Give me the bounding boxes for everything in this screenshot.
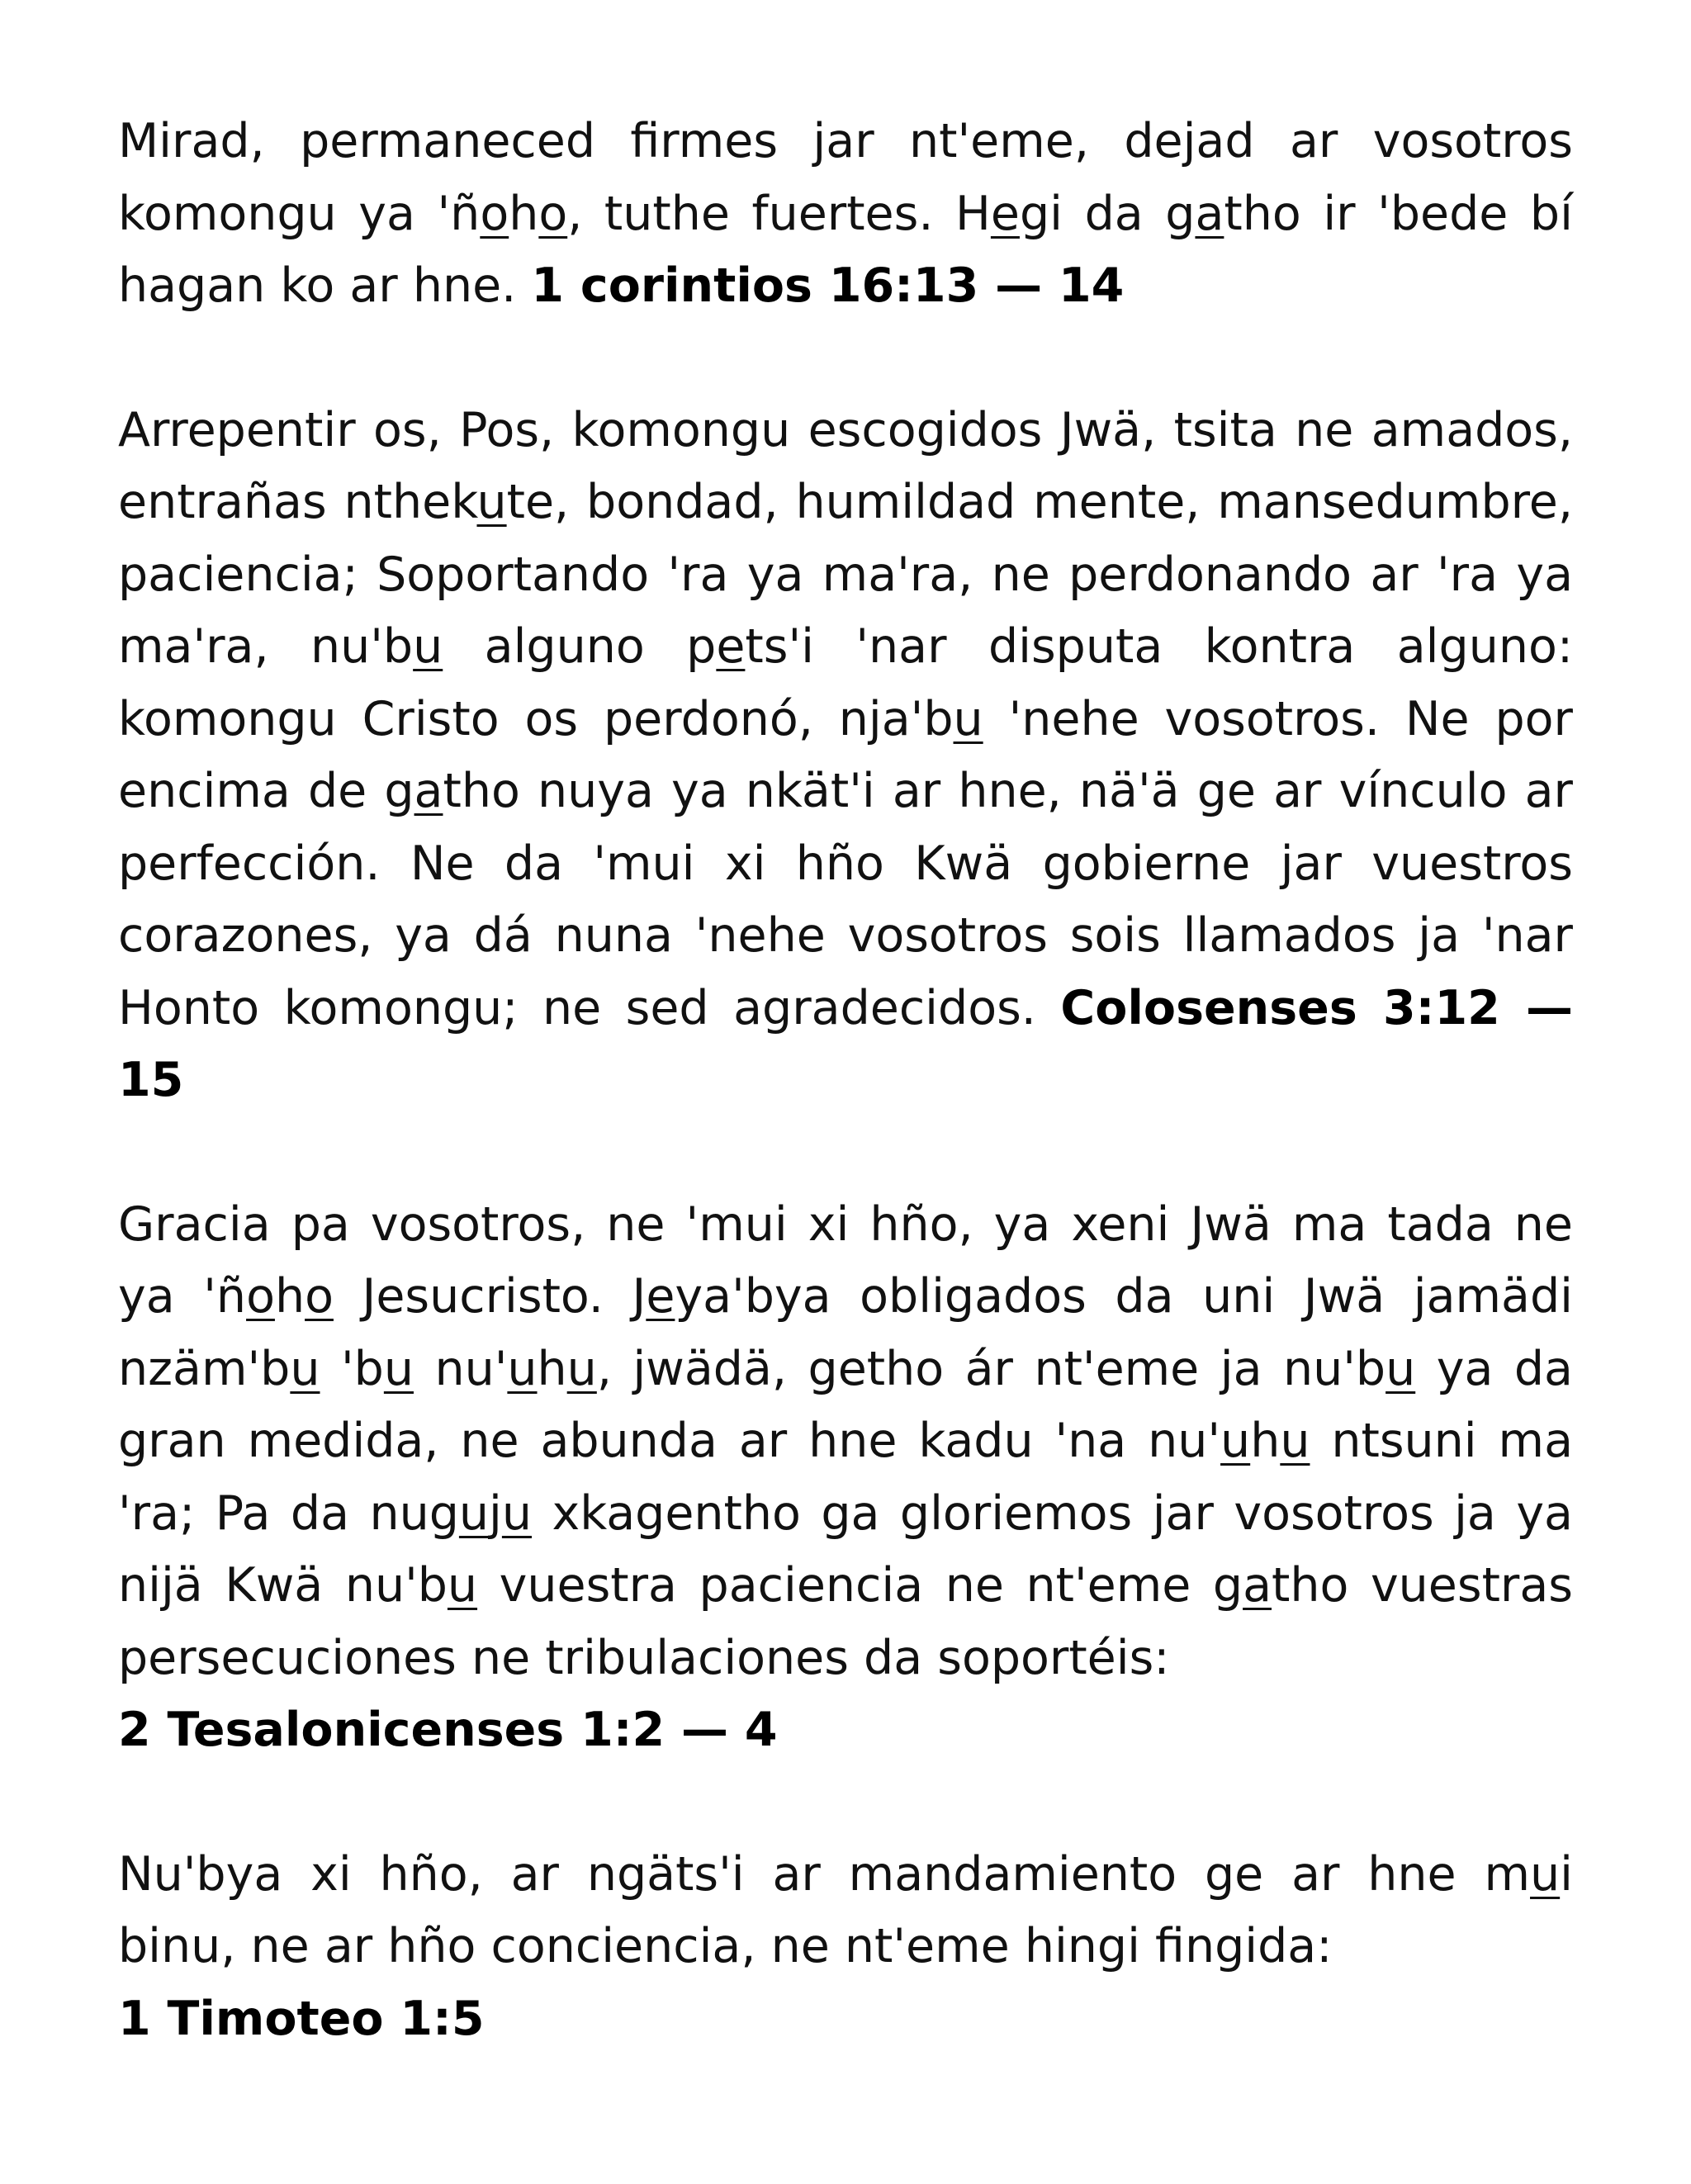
underlined-letter: u: [383, 1341, 414, 1396]
passage-text: j: [489, 1485, 502, 1541]
underlined-letter: u: [458, 1485, 490, 1541]
passage-text: vuestra paciencia ne nt'eme g: [477, 1558, 1243, 1613]
underlined-letter: o: [305, 1269, 334, 1324]
scripture-reference: 1 corintios 16:13 — 14: [531, 258, 1125, 313]
underlined-letter: u: [476, 475, 507, 529]
underlined-letter: e: [990, 186, 1020, 241]
passage-3: [118, 1189, 1573, 1767]
passage-text: h: [509, 186, 539, 241]
underlined-letter: o: [538, 186, 568, 241]
scripture-reference: 1 Timoteo 1:5: [118, 1991, 485, 2046]
passage-text: nu': [413, 1341, 508, 1396]
passage-text: ya'bya obligados da uni Jwä jamädi nzäm'b: [118, 1269, 1573, 1396]
underlined-letter: a: [1243, 1558, 1272, 1613]
scripture-reference: Colosenses 3:12 — 15: [118, 980, 1573, 1107]
passage-text: Arrepentir os, Pos, komongu escogidos Jwä, tsita ne amados, entrañas nthek: [118, 402, 1573, 529]
underlined-letter: o: [246, 1269, 275, 1324]
passage-text: 'nehe vosotros. Ne por encima de g: [118, 691, 1573, 818]
underlined-letter: o: [480, 186, 509, 241]
passage-text: tho ir 'bede bí hagan ko ar hne.: [118, 186, 1573, 313]
underlined-letter: u: [1385, 1341, 1416, 1396]
underlined-letter: u: [1530, 1846, 1561, 1902]
underlined-letter: u: [290, 1341, 320, 1396]
passage-text: xkagentho ga gloriemos jar vosotros ja ya nijä Kwä nu'b: [118, 1485, 1573, 1613]
passage-text: h: [537, 1341, 567, 1396]
passage-text: te, bondad, humildad mente, mansedumbre, paciencia; Soportando 'ra ya ma'ra, ne perdonando ar 'ra ya ma'ra, nu'b: [118, 475, 1573, 674]
underlined-letter: u: [566, 1341, 597, 1396]
passage-1: [118, 106, 1573, 323]
underlined-letter: a: [1195, 186, 1224, 241]
document-page: [118, 106, 1573, 2055]
passage-text: , jwädä, getho ár nt'eme ja nu'b: [596, 1341, 1386, 1396]
passage-text: ya da gran medida, ne abunda ar hne kadu 'na nu': [118, 1341, 1573, 1468]
passage-4: [118, 1839, 1573, 2056]
underlined-letter: e: [716, 619, 746, 674]
passage-text: h: [1250, 1414, 1281, 1468]
passage-text: tho vuestras persecuciones ne tribulaciones da soportéis:: [118, 1558, 1573, 1685]
scripture-reference: 2 Tesalonicenses 1:2 — 4: [118, 1703, 778, 1757]
underlined-letter: u: [447, 1558, 478, 1613]
passage-text: Nu'bya xi hño, ar ngäts'i ar mandamiento ge ar hne m: [118, 1846, 1531, 1902]
underlined-letter: u: [501, 1485, 533, 1541]
passage-text: Mirad, permaneced firmes jar nt'eme, dejad ar vosotros komongu ya 'ñ: [118, 114, 1573, 241]
passage-text: tho nuya ya nkät'i ar hne, nä'ä ge ar vínculo ar perfección. Ne da 'mui xi hño Kwä gobierne jar vuestros corazones, ya dá nuna 'nehe vosotros sois llamados ja 'nar Honto komongu; ne sed agradecidos.: [118, 764, 1573, 1035]
passage-text: ts'i 'nar disputa kontra alguno: komongu Cristo os perdonó, nja'b: [118, 619, 1574, 746]
underlined-letter: u: [1280, 1414, 1310, 1468]
passage-text: Gracia pa vosotros, ne 'mui xi hño, ya xeni Jwä ma tada ne ya 'ñ: [118, 1196, 1573, 1324]
passage-text: gi da g: [1019, 186, 1196, 241]
passage-text: ntsuni ma 'ra; Pa da nug: [118, 1414, 1574, 1541]
passage-2: [118, 395, 1573, 1117]
underlined-letter: u: [413, 619, 443, 674]
underlined-letter: u: [953, 691, 983, 746]
passage-text: Jesucristo. J: [333, 1269, 647, 1324]
passage-text: 'b: [320, 1341, 384, 1396]
underlined-letter: e: [646, 1269, 675, 1324]
passage-text: , tuthe fuertes. H: [567, 186, 991, 241]
underlined-letter: u: [1220, 1414, 1251, 1468]
passage-text: alguno p: [443, 619, 717, 674]
passage-text: i binu, ne ar hño conciencia, ne nt'eme hingi fingida:: [118, 1846, 1573, 1973]
underlined-letter: u: [507, 1341, 538, 1396]
underlined-letter: a: [414, 764, 443, 818]
passage-text: h: [274, 1269, 306, 1324]
